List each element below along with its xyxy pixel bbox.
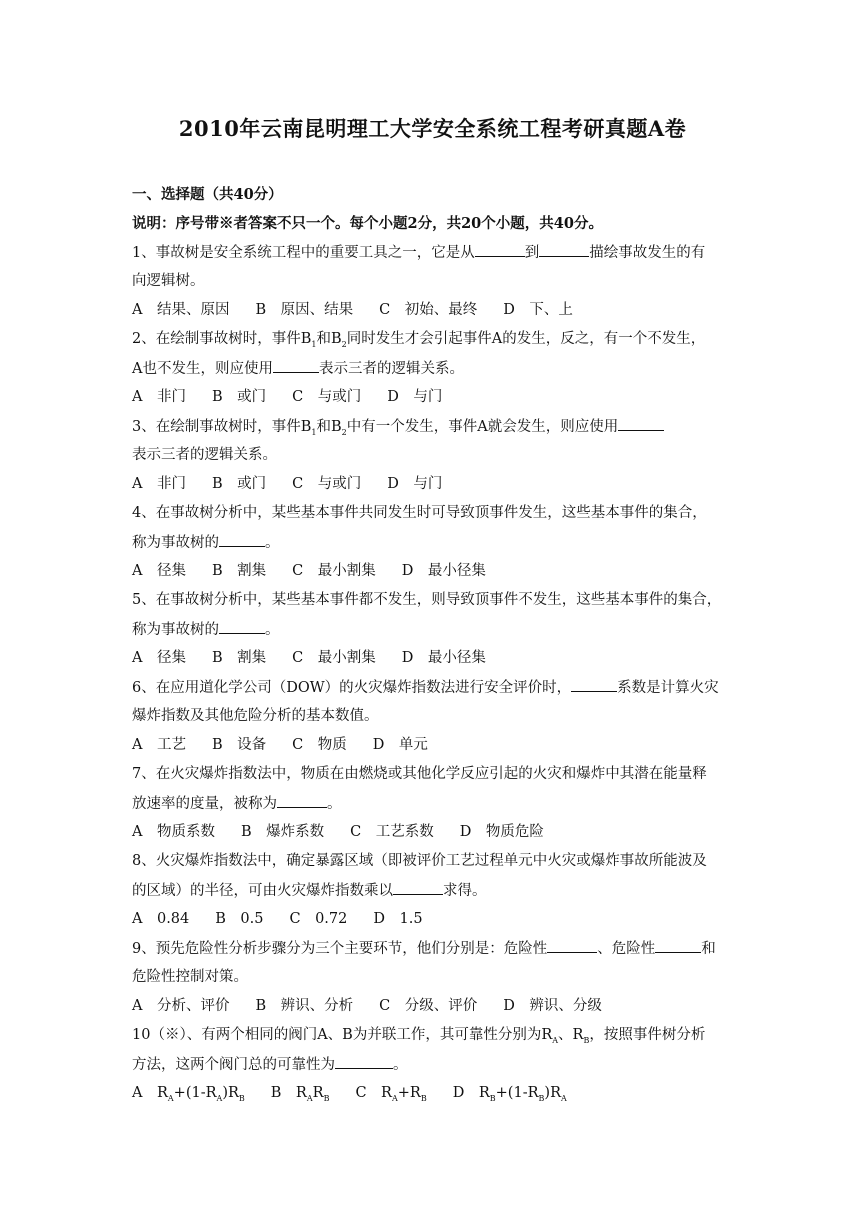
question-5-line-2: 称为事故树的 。: [132, 615, 734, 644]
option-d: D 与门: [387, 389, 443, 405]
option-c: C 分级、评价: [379, 998, 478, 1014]
option-c: C 工艺系数: [350, 824, 434, 840]
question-4-line-2: 称为事故树的 。: [132, 528, 734, 557]
question-6-options: [132, 731, 734, 760]
option-b: B 设备: [211, 737, 267, 753]
option-d: D $R_B+(1-R_B)R_A$: [452, 1085, 567, 1103]
question-3-line-2: 表示三者的逻辑关系。: [132, 447, 277, 463]
question-10-line-1: 10（※）、有两个相同的阀门A、B为并联工作，其可靠性分别为$R_A$、$R_B$，按照事件树分析: [132, 1027, 706, 1045]
option-a: A $R_A+(1-R_A)R_B$: [132, 1085, 245, 1103]
answer-blank: [547, 934, 597, 953]
question-8-options: [132, 905, 734, 934]
answer-blank: [277, 789, 327, 808]
option-c: C 最小割集: [292, 563, 376, 579]
option-c: C 最小割集: [292, 650, 376, 666]
option-a: A 径集: [132, 650, 186, 666]
answer-blank: [571, 673, 617, 692]
option-c: C 与或门: [292, 476, 362, 492]
question-4-line-1: 4、在事故树分析中，某些基本事件共同发生时可导致顶事件发生，这些基本事件的集合，: [132, 505, 707, 521]
option-a: A 结果、原因: [132, 302, 230, 318]
answer-blank: [219, 615, 265, 634]
option-a: A 工艺: [132, 737, 186, 753]
question-8-line-1: 8、火灾爆炸指数法中，确定暴露区域（即被评价工艺过程单元中火灾或爆炸事故所能波及: [132, 853, 707, 869]
question-2-line-2: A也不发生，则应使用 表示三者的逻辑关系。: [132, 354, 734, 383]
question-4-options: [132, 557, 734, 586]
option-c: C 与或门: [292, 389, 362, 405]
option-a: A 0.84: [132, 911, 190, 927]
option-b: B 或门: [211, 389, 267, 405]
page-title: 2010年云南昆明理工大学安全系统工程考研真题A卷: [178, 116, 687, 141]
answer-blank: [475, 238, 525, 257]
question-3-line-1: 3、在绘制事故树时，事件$B_1$和$B_2$中有一个发生，事件A就会发生，则应使用: [132, 412, 734, 441]
question-10-options: [132, 1079, 734, 1108]
question-5-line-1: 5、在事故树分析中，某些基本事件都不发生，则导致顶事件不发生，这些基本事件的集合，: [132, 592, 722, 608]
section-heading: 一、选择题（共40分）: [132, 186, 283, 203]
option-d: D 物质危险: [459, 824, 544, 840]
option-d: D 1.5: [373, 911, 423, 927]
option-a: A 分析、评价: [132, 998, 230, 1014]
answer-blank: [539, 238, 589, 257]
option-a: A 非门: [132, 389, 186, 405]
option-c: C 物质: [292, 737, 347, 753]
question-6-line-1: 6、在应用道化学公司（DOW）的火灾爆炸指数法进行安全评价时， 系数是计算火灾: [132, 673, 734, 702]
question-7-line-2: 放速率的度量，被称为 。: [132, 789, 734, 818]
instructions-note: 说明：序号带※者答案不只一个。每个小题2分，共20个小题，共40分。: [132, 215, 603, 232]
question-8-line-2: 的区域）的半径，可由火灾爆炸指数乘以 求得。: [132, 876, 734, 905]
answer-blank: [335, 1050, 393, 1069]
option-a: A 非门: [132, 476, 186, 492]
option-d: D 下、上: [503, 302, 573, 318]
option-b: B 辨识、分析: [255, 998, 354, 1014]
option-c: C $R_A+R_B$: [355, 1085, 427, 1103]
option-a: A 物质系数: [132, 824, 215, 840]
option-d: D 辨识、分级: [503, 998, 602, 1014]
question-9-options: [132, 992, 734, 1021]
question-2-options: [132, 383, 734, 412]
question-list: [132, 180, 734, 1108]
option-d: D 最小径集: [401, 563, 486, 579]
question-1-line-1: 1、事故树是安全系统工程中的重要工具之一，它是从 到 描绘事故发生的有: [132, 238, 734, 267]
option-d: D 与门: [387, 476, 443, 492]
question-1-options: [132, 296, 734, 325]
question-7-line-1: 7、在火灾爆炸指数法中，物质在由燃烧或其他化学反应引起的火灾和爆炸中其潜在能量释: [132, 766, 707, 782]
question-7-options: [132, 818, 734, 847]
option-b: B 爆炸系数: [240, 824, 325, 840]
question-6-line-2: 爆炸指数及其他危险分析的基本数值。: [132, 708, 379, 724]
option-c: C 0.72: [289, 911, 348, 927]
option-b: B 或门: [211, 476, 267, 492]
question-1-line-2: 向逻辑树。: [132, 273, 205, 289]
question-10-line-2: 方法，这两个阀门总的可靠性为 。: [132, 1050, 734, 1079]
answer-blank: [618, 412, 664, 431]
answer-blank: [273, 354, 319, 373]
option-b: B 割集: [211, 563, 267, 579]
question-3-options: [132, 470, 734, 499]
option-b: B 割集: [211, 650, 267, 666]
question-5-options: [132, 644, 734, 673]
option-b: B 0.5: [215, 911, 264, 927]
question-9-line-1: 9、预先危险性分析步骤分为三个主要环节，他们分别是：危险性 、危险性 和: [132, 934, 734, 963]
option-b: B $R_AR_B$: [270, 1085, 330, 1103]
question-9-line-2: 危险性控制对策。: [132, 969, 248, 985]
question-2-line-1: 2、在绘制事故树时，事件$B_1$和$B_2$同时发生才会引起事件A的发生，反之，有一个不发生，: [132, 331, 706, 349]
answer-blank: [219, 528, 265, 547]
option-a: A 径集: [132, 563, 186, 579]
answer-blank: [393, 876, 443, 895]
answer-blank: [655, 934, 701, 953]
option-b: B 原因、结果: [255, 302, 354, 318]
option-c: C 初始、最终: [379, 302, 478, 318]
option-d: D 最小径集: [401, 650, 486, 666]
option-d: D 单元: [372, 737, 428, 753]
